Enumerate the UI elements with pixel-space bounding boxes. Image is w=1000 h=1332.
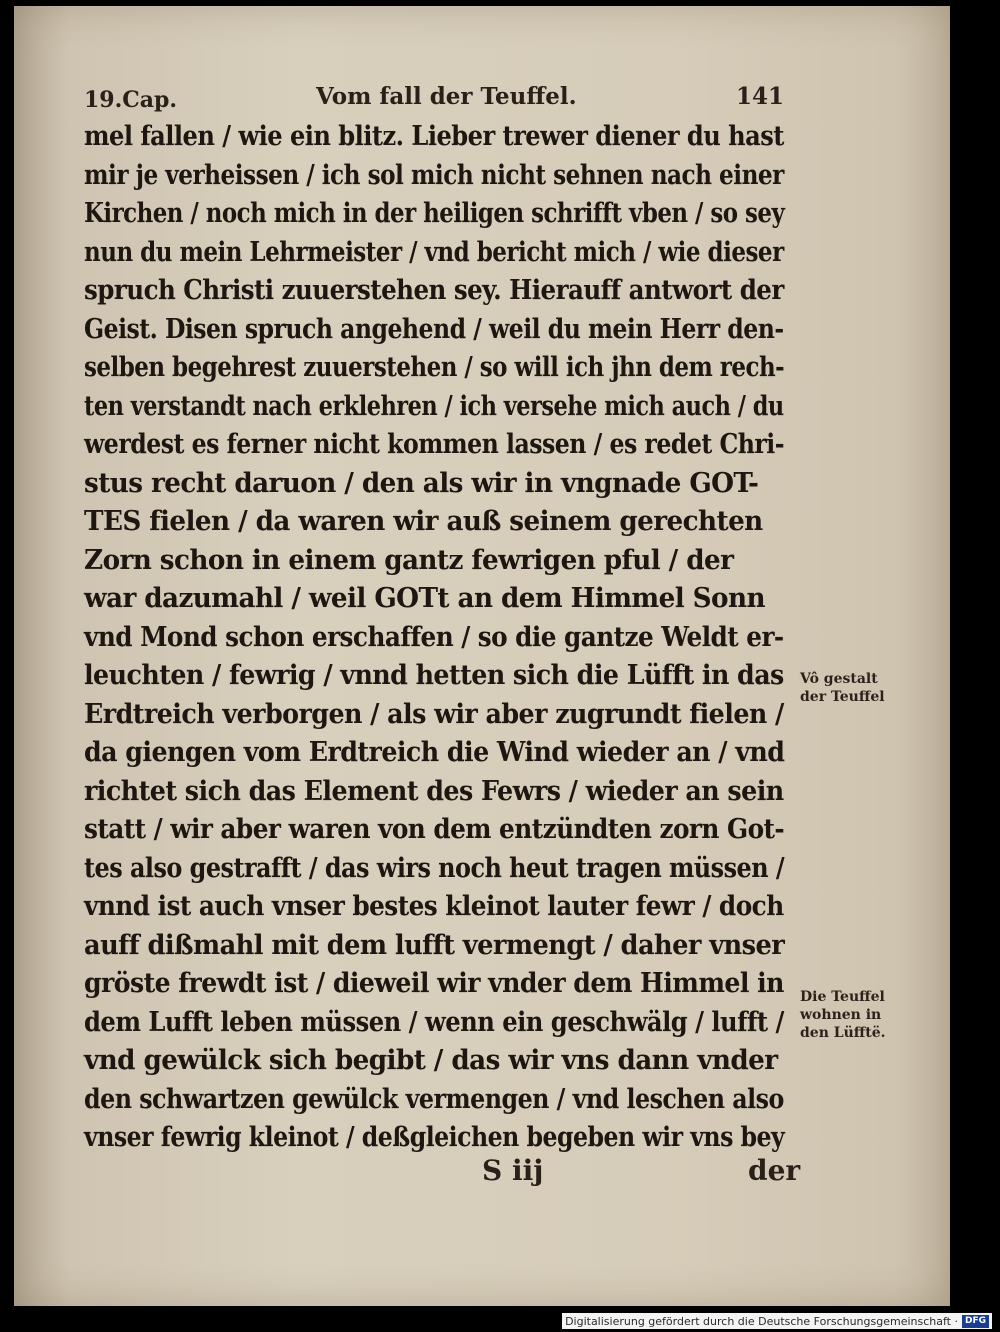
marginal-note-line: wohnen in [800,1007,882,1023]
marginal-note-line: Vô gestalt [800,671,878,687]
text-line: vnser fewrig kleinot / deßgleichen begeben wir vns bey [84,1122,785,1153]
chapter-label: 19.Cap. [84,87,178,113]
text-line: mel fallen / wie ein blitz. Lieber trewer diener du hast [84,121,784,152]
text-line: den schwartzen gewülck vermengen / vnd leschen also [84,1083,784,1115]
text-line: TES fielen / da waren wir auß seinem gerechten [84,506,763,537]
text-line: nun du mein Lehrmeister / vnd bericht mich / wie dieser [84,236,784,268]
text-line: spruch Christi zuuerstehen sey. Hierauff antwort der [84,275,784,306]
page-number: 141 [735,83,784,110]
text-line: statt / wir aber waren von dem entzündten zorn Got- [84,814,785,845]
text-line: Zorn schon in einem gantz fewrigen pful / der [84,544,734,576]
text-line: Geist. Disen spruch angehend / weil du mein Herr den- [84,313,784,345]
text-line: gröste frewdt ist / dieweil wir vnder dem Himmel in [84,968,784,999]
text-line: stus recht daruon / den als wir in vngnade GOT- [84,467,759,499]
text-line: richtet sich das Element des Fewrs / wieder an sein [84,775,784,807]
running-title: Vom fall der Teuffel. [316,83,577,110]
book-page [14,6,950,1306]
text-line: da giengen vom Erdtreich die Wind wieder an / vnd [84,737,785,768]
text-line: tes also gestrafft / das wirs noch heut tragen müssen / [84,852,785,884]
text-line: war dazumahl / weil GOTt an dem Himmel Sonn [84,583,765,614]
text-line: Kirchen / noch mich in der heiligen schrifft vben / so sey [84,198,785,229]
funding-footer [562,1313,992,1329]
marginal-note-line: den Lüfftë. [800,1025,886,1041]
text-line: ten verstandt nach erklehren / ich versehe mich auch / du [84,390,784,422]
marginal-note-line: der Teuffel [800,689,885,705]
signature-mark: S iij [482,1154,544,1187]
text-line: mir je verheissen / ich sol mich nicht sehnen nach einer [84,159,784,191]
text-line: vnd Mond schon erschaffen / so die gantze Weldt er- [84,621,784,653]
marginal-note [800,988,886,1042]
page-header [84,81,784,117]
dfg-logo: DFG [962,1315,989,1328]
main-text-block [84,118,804,1158]
text-line: vnnd ist auch vnser bestes kleinot lauter fewr / doch [84,891,784,922]
text-line: Erdtreich verborgen / als wir aber zugrundt fielen / [84,698,784,730]
marginal-note [800,670,885,706]
marginal-note-line: Die Teuffel [800,989,885,1005]
text-line: auff dißmahl mit dem lufft vermengt / daher vnser [84,929,785,961]
text-line: vnd gewülck sich begibt / das wir vns dann vnder [84,1045,778,1076]
text-line: dem Lufft leben müssen / wenn ein geschwälg / lufft / [84,1006,784,1038]
catchword: der [748,1154,801,1187]
text-line: selben begehrest zuuerstehen / so will ich jhn dem rech- [84,352,785,383]
text-line: werdest es ferner nicht kommen lassen / es redet Chri- [84,429,785,460]
text-line: leuchten / fewrig / vnnd hetten sich die Lüfft in das [84,660,784,691]
funding-text: Digitalisierung gefördert durch die Deutsche Forschungsgemeinschaft · [565,1314,958,1328]
